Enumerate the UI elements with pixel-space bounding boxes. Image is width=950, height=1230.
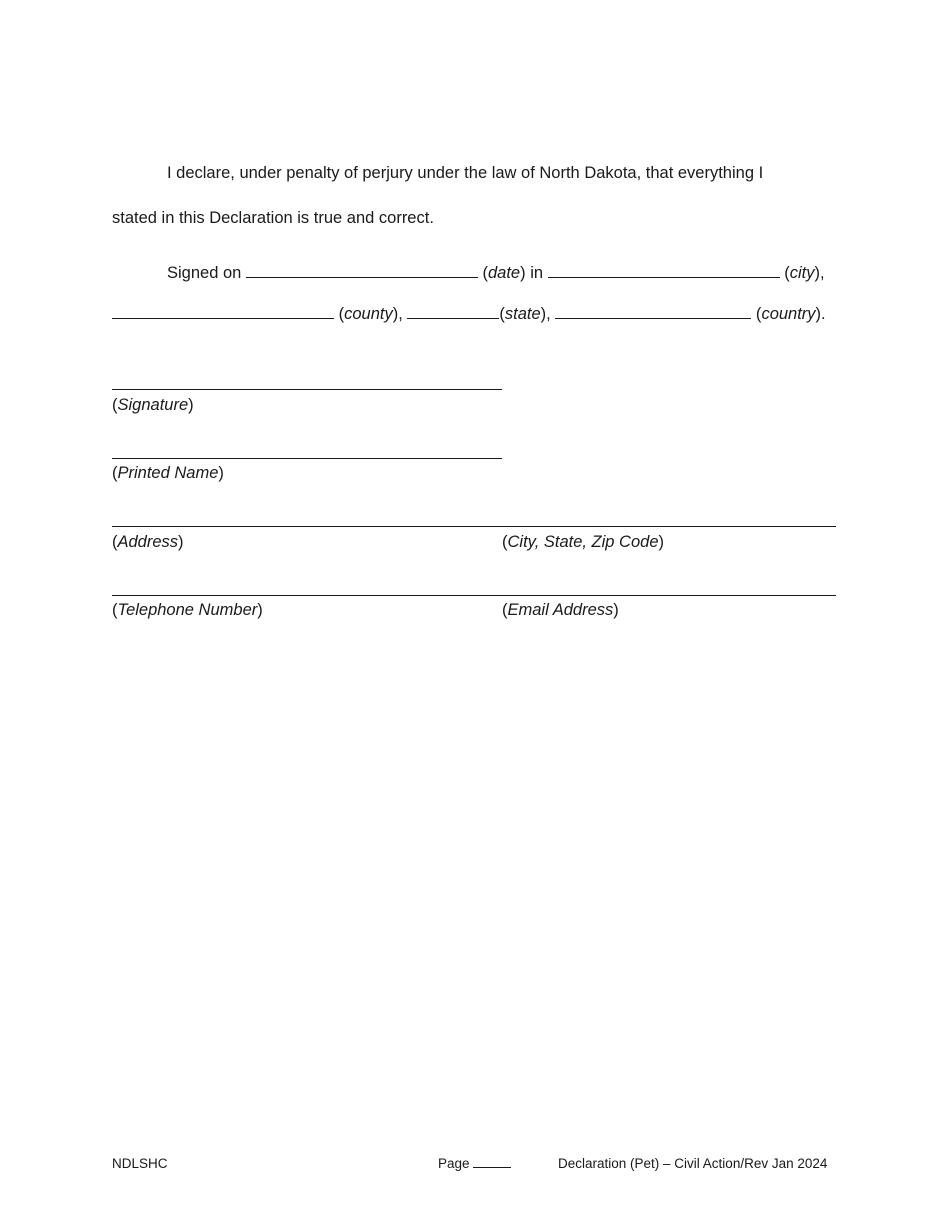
city-state-zip-caption: (City, State, Zip Code) (502, 533, 665, 551)
printed-name-caption: (Printed Name) (112, 464, 224, 482)
telephone-caption: (Telephone Number) (112, 601, 263, 619)
footer-page (438, 1155, 511, 1173)
email-caption-text: Email Address (507, 601, 614, 619)
printed-name-caption-text: Printed Name (117, 464, 219, 482)
country-label: country (761, 305, 816, 323)
address-caption: (Address) (112, 533, 184, 551)
address-caption-text: Address (117, 533, 179, 551)
signature-line[interactable] (112, 389, 502, 390)
signature-caption: (Signature) (112, 396, 194, 414)
county-field[interactable] (112, 304, 334, 319)
printed-name-line[interactable] (112, 458, 502, 459)
city-field[interactable] (548, 263, 780, 278)
signed-on-line: Signed on (date) in (city), (167, 264, 825, 282)
city-state-zip-caption-text: City, State, Zip Code (507, 533, 659, 551)
in-label: in (525, 264, 548, 282)
state-label: state (504, 305, 541, 323)
signature-caption-text: Signature (117, 396, 189, 414)
date-label: date (488, 264, 521, 282)
state-field[interactable] (407, 304, 499, 319)
telephone-caption-text: Telephone Number (117, 601, 258, 619)
location-line: (county), (state), (country). (112, 303, 826, 325)
date-field[interactable] (246, 263, 478, 278)
declaration-text-line-2: stated in this Declaration is true and correct. (112, 209, 434, 227)
signed-on-label: Signed on (167, 264, 246, 282)
country-field[interactable] (555, 304, 751, 319)
footer-form-title: Declaration (Pet) – Civil Action/Rev Jan 2024 (558, 1156, 828, 1171)
declaration-text-line-1: I declare, under penalty of perjury under the law of North Dakota, that everything I (167, 164, 764, 182)
email-caption: (Email Address) (502, 601, 619, 619)
footer-org: NDLSHC (112, 1156, 168, 1171)
page-number-field[interactable] (473, 1156, 511, 1168)
address-line[interactable] (112, 526, 836, 527)
footer-page-label: Page (438, 1156, 474, 1171)
county-label: county (344, 305, 393, 323)
contact-line[interactable] (112, 595, 836, 596)
city-label: city (789, 264, 815, 282)
